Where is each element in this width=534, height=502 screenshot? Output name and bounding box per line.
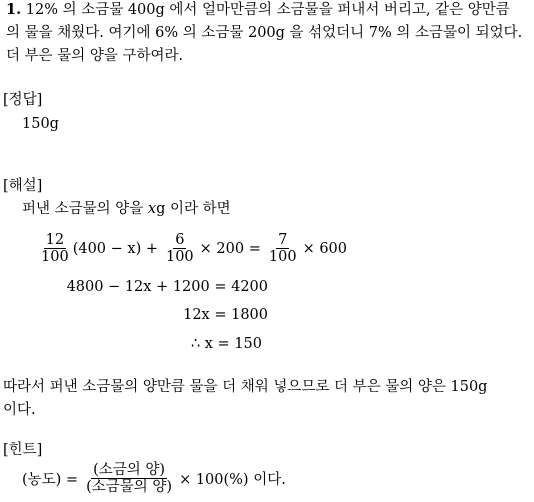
hint-rhs: × 100(%) 이다. bbox=[179, 472, 286, 488]
hint-fraction-numerator: (소금의 양) bbox=[93, 462, 166, 478]
equation-4: ∴ x = 150 bbox=[190, 336, 262, 352]
solution-intro bbox=[22, 199, 231, 219]
fraction-numerator: 12 bbox=[45, 232, 65, 248]
answer-value: 150g bbox=[22, 116, 59, 132]
problem-line-1 bbox=[6, 0, 510, 20]
equation-3: 12x = 1800 bbox=[183, 307, 268, 323]
hint-formula bbox=[22, 462, 286, 495]
problem-line-2: 의 물을 채웠다. 여기에 6% 의 소금물 200g 을 섞었더니 7% 의 소금물이 되었다. bbox=[6, 25, 523, 41]
hint-fraction bbox=[84, 462, 174, 495]
fraction-7-100 bbox=[267, 232, 299, 265]
equation-1-term-2: × 200 = bbox=[199, 240, 261, 257]
fraction-denominator: 100 bbox=[268, 249, 297, 265]
equation-1-term-3: × 600 bbox=[302, 240, 347, 257]
fraction-12-100 bbox=[39, 232, 71, 265]
hint-heading: [힌트] bbox=[3, 442, 43, 458]
conclusion-line-1: 따라서 퍼낸 소금물의 양만큼 물을 더 채워 넣으므로 더 부은 물의 양은 150g bbox=[3, 379, 488, 395]
hint-lhs: (농도) = bbox=[22, 472, 79, 488]
equation-2: 4800 − 12x + 1200 = 4200 bbox=[66, 279, 268, 295]
solution-heading: [해설] bbox=[3, 178, 43, 194]
hint-fraction-denominator: (소금물의 양) bbox=[86, 479, 173, 495]
equation-1 bbox=[38, 232, 347, 265]
fraction-6-100 bbox=[164, 232, 196, 265]
fraction-denominator: 100 bbox=[165, 249, 194, 265]
fraction-numerator: 7 bbox=[278, 232, 288, 248]
solution-intro-after: g 이라 하면 bbox=[156, 201, 231, 217]
conclusion-line-2: 이다. bbox=[3, 402, 36, 418]
answer-heading: [정답] bbox=[3, 92, 43, 108]
fraction-numerator: 6 bbox=[175, 232, 185, 248]
problem-text-1: 12% 의 소금물 400g 에서 얼마만큼의 소금물을 퍼내서 버리고, 같은 양만큼 bbox=[25, 2, 510, 18]
solution-intro-before: 퍼낸 소금물의 양을 bbox=[22, 201, 148, 217]
problem-line-3: 더 부은 물의 양을 구하여라. bbox=[6, 48, 184, 64]
problem-number: 1. bbox=[6, 1, 22, 18]
equation-1-term-1: (400 − x) + bbox=[72, 240, 158, 257]
solution-intro-var: x bbox=[147, 201, 157, 217]
fraction-denominator: 100 bbox=[41, 249, 69, 265]
